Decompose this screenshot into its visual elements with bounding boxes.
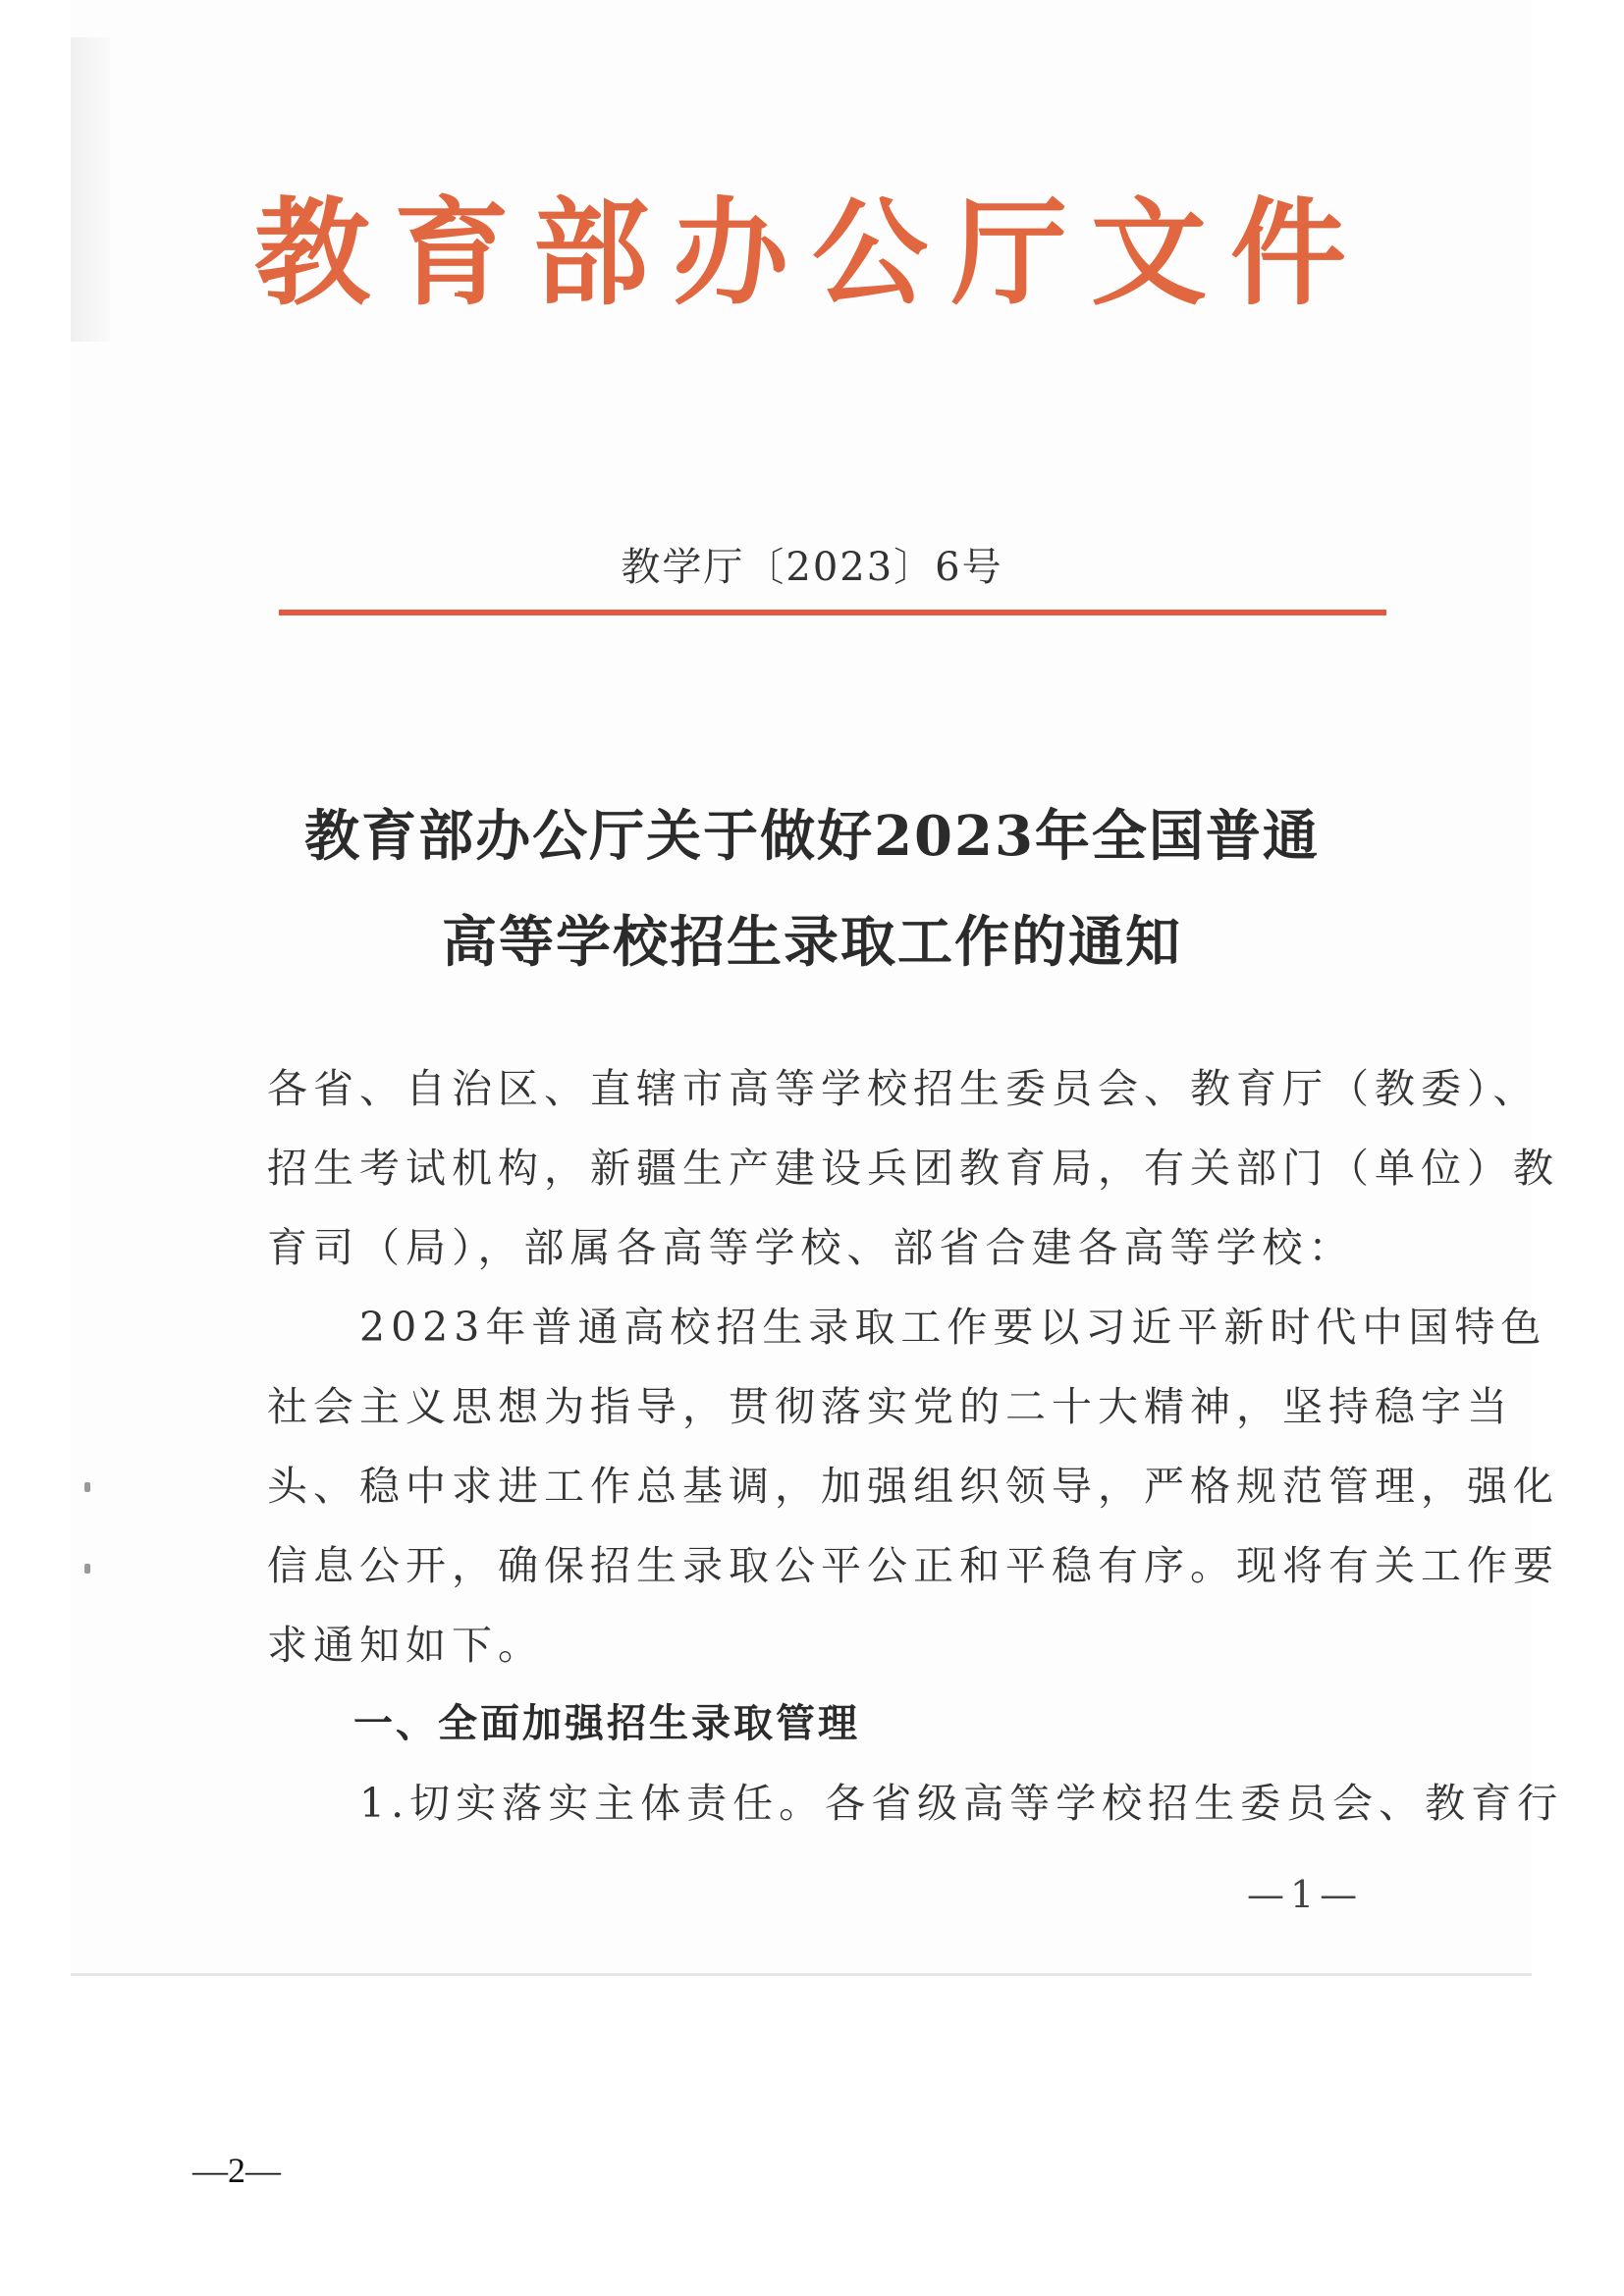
red-separator-line: [279, 610, 1386, 615]
document-header-title: 教育部办公厅文件: [253, 185, 1370, 321]
intro-line-1: 2023年普通高校招生录取工作要以习近平新时代中国特色: [267, 1304, 1547, 1351]
intro-line-3: 头、稳中求进工作总基调，加强组织领导，严格规范管理，强化: [267, 1463, 1559, 1510]
intro-line-5: 求通知如下。: [267, 1622, 544, 1669]
addressee-line-2: 招生考试机构，新疆生产建设兵团教育局，有关部门（单位）教: [267, 1145, 1559, 1192]
notice-title-line-2: 高等学校招生录取工作的通知: [442, 910, 1182, 975]
scan-page-number: —1—: [1247, 1873, 1364, 1916]
scan-bottom-edge: [71, 1973, 1532, 1976]
addressee-line-3: 育司（局），部属各高等学校、部省合建各高等学校：: [267, 1224, 1355, 1271]
intro-line-2: 社会主义思想为指导，贯彻落实党的二十大精神，坚持稳字当: [267, 1383, 1513, 1430]
scan-speck: [84, 1564, 90, 1574]
item-1-text: 1.切实落实主体责任。各省级高等学校招生委员会、教育行: [267, 1780, 1564, 1827]
scan-speck: [84, 1482, 90, 1492]
section-heading-1: 一、全面加强招生录取管理: [353, 1701, 860, 1746]
notice-title-line-1: 教育部办公厅关于做好2023年全国普通: [304, 804, 1320, 869]
addressee-line-1: 各省、自治区、直辖市高等学校招生委员会、教育厅（教委）、: [267, 1065, 1540, 1112]
page-number: —2—: [192, 2151, 281, 2190]
document-number: 教学厅〔2023〕6号: [621, 545, 1003, 590]
intro-line-4: 信息公开，确保招生录取公平公正和平稳有序。现将有关工作要: [267, 1542, 1559, 1589]
